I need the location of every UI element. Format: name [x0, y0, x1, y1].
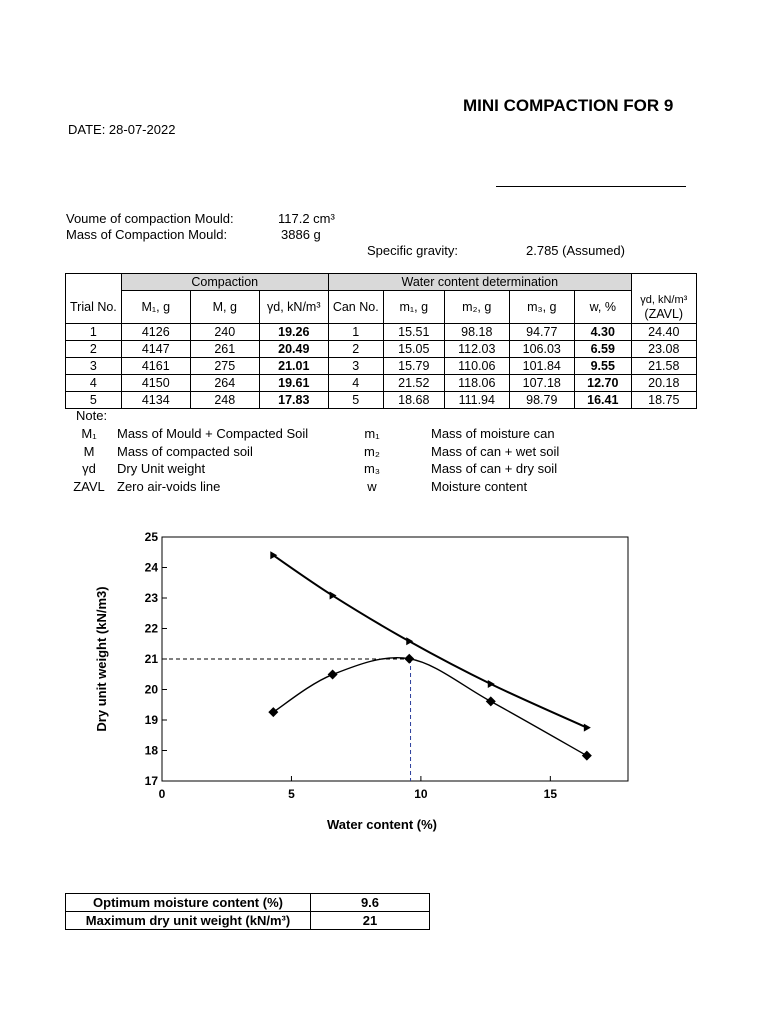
omc-label: Optimum moisture content (%)	[66, 894, 311, 912]
x-tick-label: 5	[288, 787, 295, 801]
table-cell: 4	[328, 374, 383, 391]
table-cell: 4147	[121, 340, 190, 357]
volume-value: 117.2 cm³	[278, 211, 335, 226]
table-cell: 21.52	[383, 374, 444, 391]
trial-header-blank	[66, 274, 122, 291]
table-cell: 248	[190, 391, 259, 408]
note-symbol: w	[367, 478, 377, 494]
table-cell: 19.61	[259, 374, 328, 391]
table-row	[66, 374, 697, 391]
series-markers	[268, 551, 592, 760]
table-cell: 17.83	[259, 391, 328, 408]
table-cell: 21.01	[259, 357, 328, 374]
note-symbol: ZAVL	[73, 478, 105, 494]
table-cell: 106.03	[509, 340, 574, 357]
compaction-group-header: Compaction	[121, 274, 328, 291]
table-cell: 15.51	[383, 323, 444, 340]
table-cell: 1	[66, 323, 122, 340]
mdd-value: 21	[311, 912, 430, 930]
table-cell: 18.75	[631, 391, 696, 408]
note-text: Zero air-voids line	[117, 478, 221, 494]
table-cell: 20.18	[631, 374, 696, 391]
series-curves	[273, 555, 587, 755]
table-cell: 4161	[121, 357, 190, 374]
note-symbol: m₁	[364, 426, 380, 441]
note-text: Mass of moisture can	[431, 426, 555, 441]
note-symbol: γd	[82, 461, 96, 476]
y-tick-label: 20	[144, 682, 158, 697]
y-tick-label: 19	[144, 713, 158, 727]
zavl-header-bottom: (ZAVL)	[644, 306, 684, 321]
table-body	[66, 323, 697, 408]
data-point-triangle	[488, 680, 495, 688]
x-tick-label: 0	[158, 787, 166, 801]
table-cell: 4150	[121, 374, 190, 391]
y-tick-label: 24	[144, 560, 158, 575]
table-cell: 94.77	[509, 323, 574, 340]
note-text: Mass of can + dry soil	[431, 461, 558, 476]
data-point-triangle	[584, 724, 591, 732]
y-tick-label: 18	[144, 743, 158, 758]
table-cell: 118.06	[444, 374, 509, 391]
x-axis-ticks	[159, 776, 558, 801]
table-cell: 264	[190, 374, 259, 391]
note-symbol: m₂	[364, 443, 380, 459]
table-cell: 16.41	[574, 391, 631, 408]
table-cell: 98.18	[444, 323, 509, 340]
table-row	[66, 357, 697, 374]
table-cell: 20.49	[259, 340, 328, 357]
note-symbol: m₃	[363, 461, 381, 476]
test-date: DATE: 28-07-2022	[68, 122, 176, 137]
col-header-m: M, g	[190, 291, 259, 324]
gravity-value: 2.785 (Assumed)	[526, 243, 625, 258]
note-text: Dry Unit weight	[117, 461, 206, 476]
volume-label: Voume of compaction Mould:	[66, 211, 234, 226]
data-point-diamond	[486, 696, 496, 706]
table-row	[66, 323, 697, 340]
note-text: Mass of compacted soil	[117, 443, 253, 459]
table-cell: 261	[190, 340, 259, 357]
table-cell: 98.79	[509, 391, 574, 408]
table-row	[66, 391, 697, 408]
omc-value: 9.6	[311, 894, 430, 912]
col-header-m1: M₁, g	[121, 291, 190, 324]
note-symbol: M₁	[81, 426, 97, 441]
compaction-chart	[90, 525, 650, 845]
table-cell: 4126	[121, 323, 190, 340]
col-header-can-m1: m₁, g	[383, 291, 444, 324]
zavl-header-blank	[631, 274, 696, 291]
table-cell: 4	[66, 374, 122, 391]
table-cell: 24.40	[631, 323, 696, 340]
y-axis-label: Dry unit weight (kN/m3)	[94, 586, 109, 732]
data-point-diamond	[582, 751, 592, 761]
table-cell: 15.79	[383, 357, 444, 374]
zavl-header-top: γd, kN/m³	[640, 293, 688, 306]
col-header-w: w, %	[574, 291, 631, 324]
table-cell: 23.08	[631, 340, 696, 357]
table-cell: 18.68	[383, 391, 444, 408]
x-tick-label: 15	[543, 787, 558, 801]
table-cell: 240	[190, 323, 259, 340]
table-cell: 275	[190, 357, 259, 374]
series-line	[273, 555, 587, 727]
table-cell: 19.26	[259, 323, 328, 340]
col-header-trial: Trial No.	[66, 291, 122, 324]
note-symbol: M	[83, 443, 95, 459]
mass-value: 3886 g	[281, 227, 321, 242]
water-group-header: Water content determination	[328, 274, 631, 291]
table-cell: 5	[328, 391, 383, 408]
table-cell: 111.94	[444, 391, 509, 408]
table-cell: 15.05	[383, 340, 444, 357]
table-cell: 2	[328, 340, 383, 357]
y-tick-label: 17	[144, 774, 158, 788]
table-cell: 3	[66, 357, 122, 374]
table-cell: 4.30	[574, 323, 631, 340]
note-text: Mass of can + wet soil	[431, 443, 560, 459]
signature-line	[496, 186, 686, 187]
table-cell: 101.84	[509, 357, 574, 374]
col-header-can-m2: m₂, g	[444, 291, 509, 324]
table-cell: 3	[328, 357, 383, 374]
x-tick-label: 10	[414, 787, 428, 801]
table-cell: 1	[328, 323, 383, 340]
table-cell: 5	[66, 391, 122, 408]
note-text: Moisture content	[431, 478, 528, 494]
table-row	[66, 340, 697, 357]
table-cell: 107.18	[509, 374, 574, 391]
col-header-zavl	[631, 291, 696, 324]
data-point-diamond	[328, 670, 338, 680]
mdd-label: Maximum dry unit weight (kN/m³)	[66, 912, 311, 930]
page-title: MINI COMPACTION FOR 9	[463, 96, 674, 115]
table-cell: 110.06	[444, 357, 509, 374]
summary-table	[65, 893, 430, 930]
data-point-triangle	[406, 637, 413, 645]
col-header-can: Can No.	[328, 291, 383, 324]
y-tick-label: 23	[144, 591, 158, 605]
y-tick-label: 21	[144, 652, 158, 666]
col-header-can-m3: m₃, g	[509, 291, 574, 324]
note-text: Mass of Mould + Compacted Soil	[117, 426, 309, 441]
data-point-diamond	[404, 654, 414, 664]
table-cell: 9.55	[574, 357, 631, 374]
y-tick-label: 22	[144, 621, 158, 636]
col-header-gamma: γd, kN/m³	[259, 291, 328, 324]
data-point-diamond	[268, 707, 278, 717]
table-cell: 12.70	[574, 374, 631, 391]
note-heading: Note:	[76, 408, 108, 423]
table-cell: 4134	[121, 391, 190, 408]
table-cell: 2	[66, 340, 122, 357]
optimum-guides	[162, 659, 411, 781]
x-axis-label: Water content (%)	[326, 817, 438, 832]
table-cell: 112.03	[444, 340, 509, 357]
table-cell: 6.59	[574, 340, 631, 357]
y-tick-label: 25	[144, 530, 158, 544]
table-cell: 21.58	[631, 357, 696, 374]
mass-label: Mass of Compaction Mould:	[66, 227, 228, 242]
compaction-table	[65, 273, 697, 409]
gravity-label: Specific gravity:	[367, 243, 459, 258]
